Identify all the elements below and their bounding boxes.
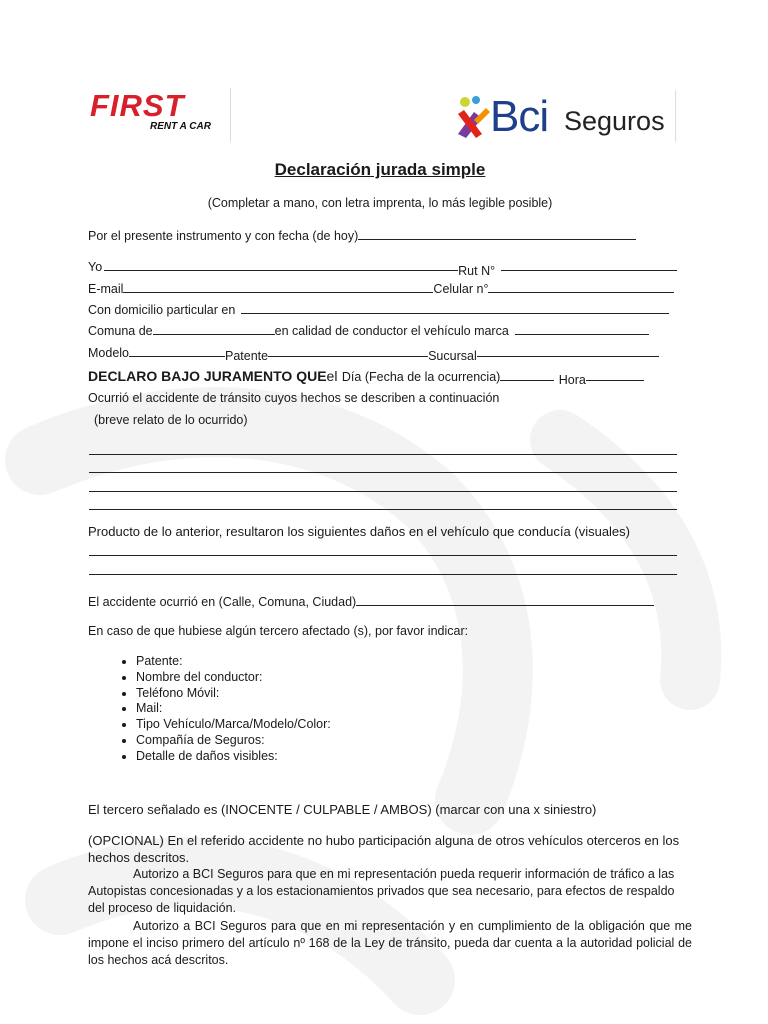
list-item: • Teléfono Móvil: bbox=[136, 686, 331, 702]
list-item: • Nombre del conductor: bbox=[136, 670, 331, 686]
relato-line1: Ocurrió el accidente de tránsito cuyos hechos se describen a continuación bbox=[88, 391, 500, 405]
email-row bbox=[88, 280, 674, 296]
relato-blank-3[interactable] bbox=[89, 491, 677, 492]
fecha-row bbox=[88, 227, 636, 243]
autorizo-paragraph-1: Autorizo a BCI Seguros para que en mi representación pueda requerir información de tráfico a las Autopistas concesionadas y a los estacionamientos privados que sea necesario, para efectos de respaldo del proceso de liquidación. bbox=[88, 867, 675, 915]
list-item: • Compañía de Seguros: bbox=[136, 733, 331, 749]
first-logo-word: FIRST bbox=[90, 88, 185, 123]
dia-blank[interactable] bbox=[500, 368, 554, 381]
comuna-blank[interactable] bbox=[153, 322, 275, 335]
rut-label: Rut N° bbox=[458, 264, 496, 278]
celular-blank[interactable] bbox=[488, 280, 674, 293]
domicilio-blank[interactable] bbox=[241, 301, 669, 314]
dia-label: Día (Fecha de la ocurrencia) bbox=[341, 370, 501, 384]
first-rent-a-car-logo bbox=[88, 88, 231, 142]
hora-blank[interactable] bbox=[586, 368, 644, 381]
domicilio-row bbox=[88, 301, 669, 317]
list-item: • Detalle de daños visibles: bbox=[136, 749, 331, 765]
list-item: • Mail: bbox=[136, 701, 331, 717]
patente-blank[interactable] bbox=[268, 344, 428, 357]
yo-row bbox=[88, 258, 677, 278]
tercero-list bbox=[118, 654, 331, 765]
danos-blank-2[interactable] bbox=[89, 574, 677, 575]
relato-blank-1[interactable] bbox=[89, 454, 677, 455]
fecha-blank[interactable] bbox=[358, 227, 636, 240]
patente-label: Patente bbox=[225, 349, 269, 363]
danos-label: Producto de lo anterior, resultaron los siguientes daños en el vehículo que conducía (visuales) bbox=[88, 524, 630, 539]
fecha-label: Por el presente instrumento y con fecha (de hoy) bbox=[88, 229, 359, 243]
seguros-logo-word: Seguros bbox=[564, 106, 665, 136]
yo-blank[interactable] bbox=[104, 258, 458, 271]
subtitle: (Completar a mano, con letra imprenta, lo más legible posible) bbox=[207, 196, 553, 210]
list-item: • Tipo Vehículo/Marca/Modelo/Color: bbox=[136, 717, 331, 733]
email-label: E-mail bbox=[88, 282, 124, 296]
lugar-blank[interactable] bbox=[356, 593, 654, 606]
modelo-label: Modelo bbox=[88, 346, 129, 360]
hora-label: Hora bbox=[558, 373, 586, 387]
sucursal-label: Sucursal bbox=[428, 349, 477, 363]
modelo-row bbox=[88, 344, 659, 363]
danos-blank-1[interactable] bbox=[89, 555, 677, 556]
sucursal-blank[interactable] bbox=[477, 344, 659, 357]
calidad-label: en calidad de conductor el vehículo marca bbox=[274, 324, 509, 338]
comuna-label: Comuna de bbox=[88, 324, 153, 338]
bci-logo-word: Bci bbox=[490, 92, 549, 141]
celular-label: Celular n° bbox=[433, 282, 489, 296]
page-title: Declaración jurada simple bbox=[274, 160, 486, 179]
rut-blank[interactable] bbox=[501, 258, 677, 271]
lugar-row bbox=[88, 593, 654, 609]
tercero-senalado: El tercero señalado es (INOCENTE / CULPABLE / AMBOS) (marcar con una x siniestro) bbox=[88, 802, 597, 817]
bci-seguros-logo bbox=[452, 90, 676, 142]
comuna-row bbox=[88, 322, 649, 338]
opcional-paragraph: (OPCIONAL) En el referido accidente no hubo participación alguna de otros vehículos oterceros en los hechos descritos. bbox=[88, 833, 680, 865]
rent-a-car-text: RENT A CAR bbox=[150, 121, 211, 132]
el-label: el bbox=[326, 368, 338, 384]
declaro-label: DECLARO BAJO JURAMENTO QUE bbox=[88, 368, 327, 384]
list-item: • Patente: bbox=[136, 654, 331, 670]
domicilio-label: Con domicilio particular en bbox=[88, 303, 236, 317]
marca-blank[interactable] bbox=[515, 322, 649, 335]
bci-symbol-icon bbox=[452, 94, 492, 138]
modelo-blank[interactable] bbox=[129, 344, 225, 357]
relato-line2: (breve relato de lo ocurrido) bbox=[94, 413, 248, 427]
relato-blank-4[interactable] bbox=[89, 509, 677, 510]
tercero-intro: En caso de que hubiese algún tercero afectado (s), por favor indicar: bbox=[88, 624, 469, 638]
yo-label: Yo bbox=[88, 260, 103, 274]
autorizo-paragraph-2: Autorizo a BCI Seguros para que en mi representación y en cumplimiento de la obligación que me impone el inciso primero del artículo nº 168 de la Ley de tránsito, pueda dar cuenta a la autoridad policial de los hechos acá descritos. bbox=[88, 919, 692, 967]
email-blank[interactable] bbox=[123, 280, 433, 293]
declaro-row bbox=[88, 368, 644, 386]
lugar-label: El accidente ocurrió en (Calle, Comuna, Ciudad) bbox=[88, 595, 357, 609]
relato-blank-2[interactable] bbox=[89, 472, 677, 473]
